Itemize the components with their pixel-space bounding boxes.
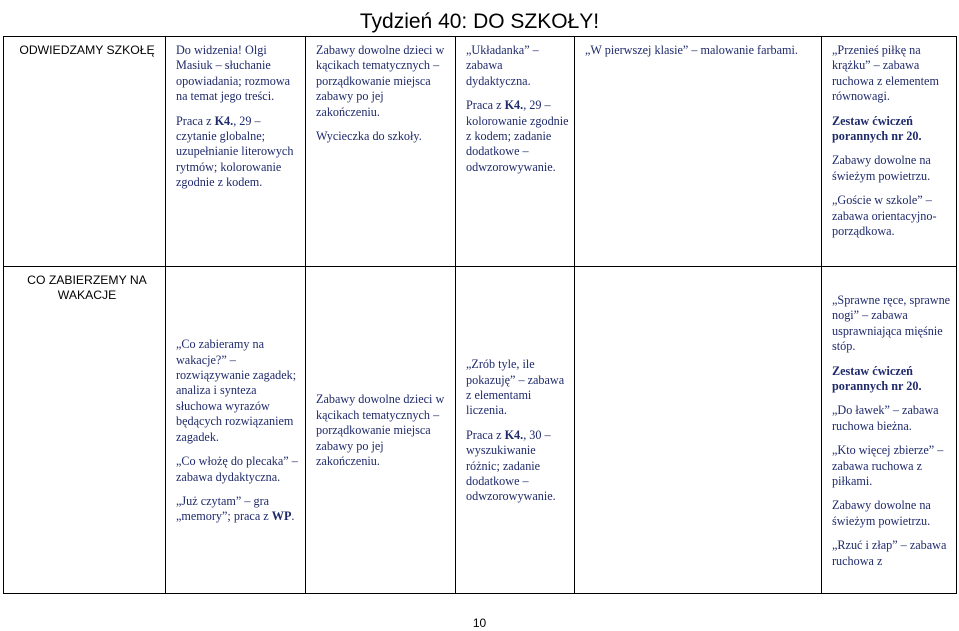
- activity-text: [832, 114, 951, 145]
- page-title: Tydzień 40: DO SZKOŁY!: [359, 10, 600, 33]
- text-span: „Przenieś piłkę na krążku” – zabawa ruchowa z elementem równowagi.: [832, 43, 939, 104]
- activity-text: [832, 498, 951, 529]
- activity-text: [316, 43, 450, 120]
- text-span: Zabawy dowolne na świeżym powietrzu.: [832, 153, 931, 183]
- text-span: „Już czytam” – gra „memory”; praca z: [176, 493, 272, 524]
- text-span: „Zrób tyle, ile pokazuję” – zabawa z elementami liczenia.: [466, 357, 565, 418]
- table-cell: [306, 37, 456, 267]
- text-span: „Co zabieramy na wakacje?” – rozwiązywanie zagadek; analiza i synteza słuchowa wyrazów będących rozwiązaniem zagadek.: [176, 337, 297, 444]
- text-span: Zabawy dowolne dzieci w kącikach tematycznych – porządkowanie miejsca zabawy po jej zakończeniu.: [316, 43, 445, 119]
- bold-text: K4.: [214, 113, 234, 128]
- text-span: .: [291, 509, 295, 524]
- bold-text: K4.: [504, 98, 524, 113]
- text-span: Zabawy dowolne dzieci w kącikach tematycznych – porządkowanie miejsca zabawy po jej zakończeniu.: [316, 392, 445, 469]
- text-span: Zabawy dowolne na świeżym powietrzu.: [832, 498, 931, 528]
- table-row: [4, 267, 957, 594]
- lesson-plan-table: [3, 36, 957, 594]
- activity-text: [832, 538, 951, 569]
- row-heading: ODWIEDZAMY SZKOŁĘ: [4, 37, 166, 267]
- text-span: „W pierwszej klasie” – malowanie farbami.: [585, 43, 798, 57]
- activity-text: [466, 357, 569, 419]
- text-span: , 29 – kolorowanie zgodnie z kodem; zadanie dodatkowe – odwzorowywanie.: [466, 98, 569, 174]
- activity-text: [466, 428, 569, 505]
- activity-text: [176, 337, 300, 445]
- bold-text: WP: [271, 509, 292, 524]
- activity-text: [832, 193, 951, 239]
- text-span: Do widzenia! Olgi Masiuk – słuchanie opowiadania; rozmowa na temat jego treści.: [176, 43, 291, 104]
- bold-text: Zestaw ćwiczeń porannych nr 20.: [832, 363, 922, 393]
- table-cell: [822, 37, 957, 267]
- activity-text: [832, 403, 951, 434]
- text-span: „Układanka” – zabawa dydaktyczna.: [466, 43, 539, 88]
- activity-text: [832, 364, 951, 395]
- text-span: „Sprawne ręce, sprawne nogi” – zabawa usprawniająca mięśnie stóp.: [832, 292, 951, 354]
- text-span: „Kto więcej zbierze” – zabawa ruchowa z piłkami.: [832, 443, 944, 489]
- activity-text: [832, 293, 951, 355]
- text-span: Wycieczka do szkoły.: [316, 129, 422, 144]
- activity-text: [832, 153, 951, 184]
- table-cell: [306, 267, 456, 594]
- activity-text: [466, 98, 569, 175]
- text-span: , 29 – czytanie globalne; uzupełnianie literowych rytmów; kolorowanie zgodnie z kodem.: [176, 113, 294, 190]
- text-span: , 30 – wyszukiwanie różnic; zadanie dodatkowe – odwzorowywanie.: [466, 427, 556, 504]
- text-span: Praca z: [176, 113, 215, 128]
- table-cell: [456, 37, 575, 267]
- text-span: „Co włożę do plecaka” – zabawa dydaktyczna.: [176, 454, 298, 484]
- table-row: [4, 37, 957, 267]
- activity-text: [176, 454, 300, 485]
- activity-text: [176, 494, 300, 525]
- row-heading: CO ZABIERZEMY NA WAKACJE: [4, 267, 166, 594]
- text-span: „Rzuć i złap” – zabawa ruchowa z: [832, 538, 947, 568]
- bold-text: Zestaw ćwiczeń porannych nr 20.: [832, 113, 922, 144]
- text-span: „Goście w szkole” – zabawa orientacyjno-porządkowa.: [832, 193, 937, 239]
- table-cell: [575, 267, 822, 594]
- table-cell: [822, 267, 957, 594]
- activity-text: [176, 114, 300, 191]
- activity-text: [466, 43, 569, 89]
- table-cell: [166, 37, 306, 267]
- bold-text: K4.: [504, 427, 524, 442]
- table-cell: [575, 37, 822, 267]
- activity-text: [832, 43, 951, 105]
- text-span: Praca z: [466, 427, 505, 442]
- activity-text: [316, 129, 450, 144]
- activity-text: [832, 443, 951, 489]
- page-number: 10: [472, 616, 487, 630]
- activity-text: [585, 43, 816, 58]
- text-span: Praca z: [466, 98, 505, 113]
- table-cell: [456, 267, 575, 594]
- activity-text: [176, 43, 300, 105]
- text-span: „Do ławek” – zabawa ruchowa bieżna.: [832, 403, 939, 433]
- activity-text: [316, 392, 450, 469]
- table-cell: [166, 267, 306, 594]
